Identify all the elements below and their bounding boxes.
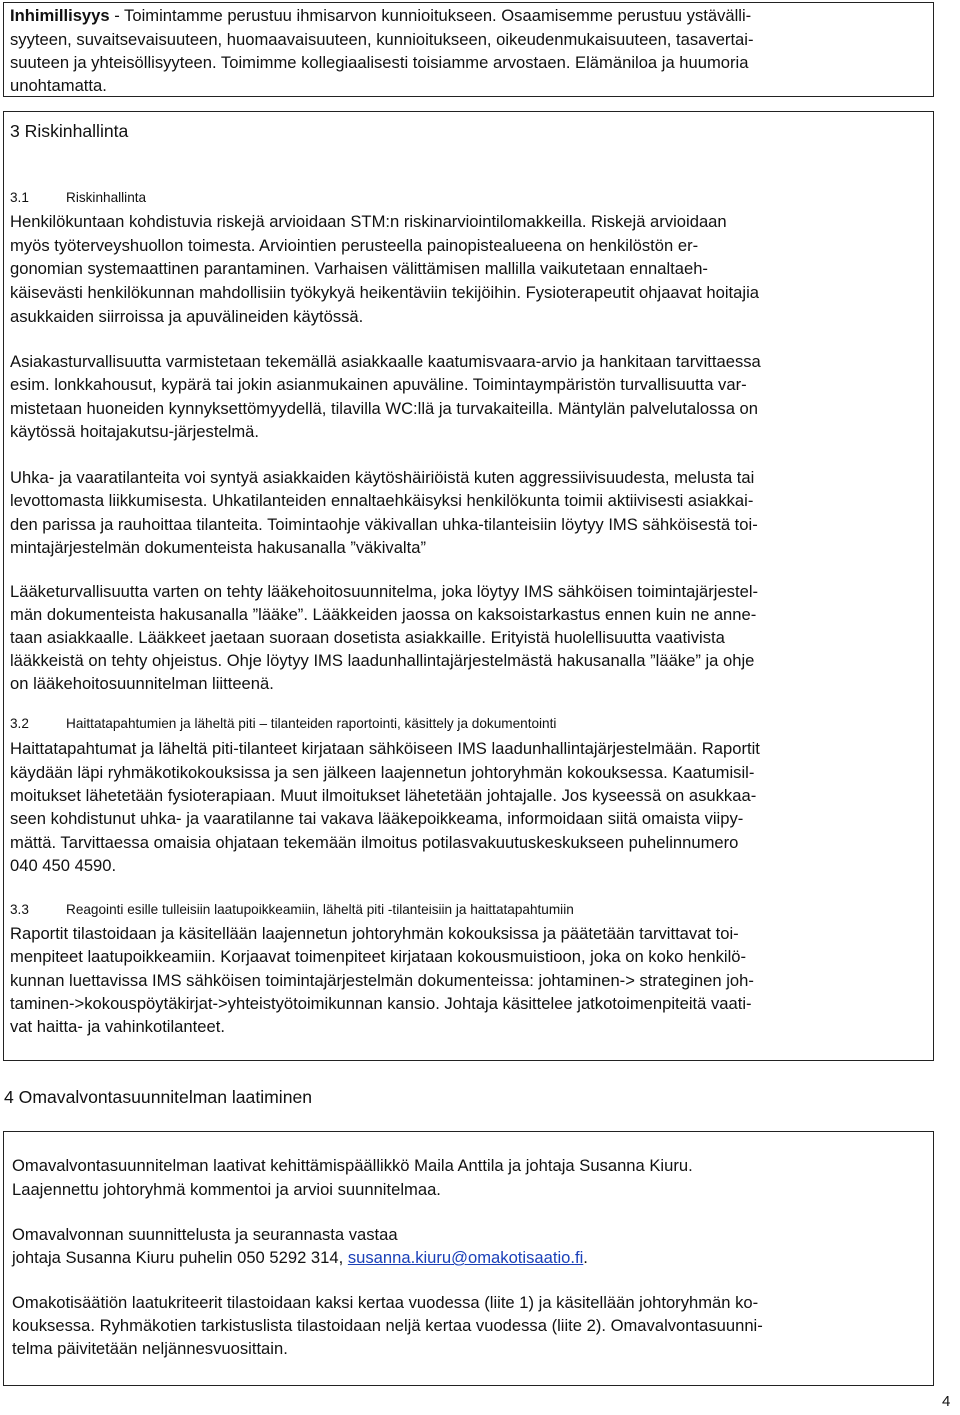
subsection-title: Reagointi esille tulleisiin laatupoikkeamiin, läheltä piti -tilanteisiin ja haittatapahtumiin: [66, 902, 574, 917]
subsection-number: 3.3: [10, 902, 29, 917]
s3-p4-line-5: on lääkehoitosuunnitelman liitteenä.: [10, 674, 274, 693]
email-link[interactable]: susanna.kiuru@omakotisaatio.fi: [347, 1248, 584, 1267]
subsection-title: Riskinhallinta: [66, 190, 147, 205]
intro-line-2: syyteen, suvaitsevaisuuteen, huomaavaisuuteen, kunnioitukseen, oikeudenmukaisuuteen, tasavertai-: [10, 30, 754, 49]
subsection-title: Haittatapahtumien ja läheltä piti – tilanteiden raportointi, käsittely ja dokumentointi: [66, 716, 557, 731]
s3-p2-line-2: esim. lonkkahousut, kypärä tai jokin asianmukainen apuväline. Toimintaympäristön turvallisuutta var-: [10, 375, 747, 394]
section3-heading: 3 Riskinhallinta: [10, 121, 129, 141]
s3-p5-line-1: Haittatapahtumat ja läheltä piti-tilanteet kirjataan sähköiseen IMS laadunhallintajärjestelmään. Raportit: [10, 739, 760, 758]
s3-p5-line-3: moitukset lähetetään fysioterapiaan. Muut ilmoitukset lähetetään johtajalle. Jos kyseessä on asukkaa-: [10, 786, 757, 805]
s3-p3-line-4: mintajärjestelmän dokumenteista hakusanalla ”väkivalta”: [10, 538, 426, 557]
s3-p5-line-2: käydään läpi ryhmäkotikokouksissa ja sen jälkeen laajennetun johtoryhmän kokouksessa. Kaatumisil-: [10, 763, 755, 782]
s3-p2-line-3: mistetaan huoneiden kynnyksettömyydellä, tilavilla WC:llä ja turvakaiteilla. Mäntylän palvelutalossa on: [10, 399, 759, 418]
subsection-number: 3.2: [10, 716, 29, 731]
s3-p3-line-1: Uhka- ja vaaratilanteita voi syntyä asiakkaiden käytöshäiriöistä kuten aggressiivisuudesta, melusta tai: [10, 468, 755, 487]
s3-p1-line-3: gonomian systemaattinen parantaminen. Varhaisen välittämisen mallilla vaikutetaan ennaltaeh-: [10, 259, 708, 278]
s3-p4-line-4: lääkkeistä on tehty ohjeistus. Ohje löytyy IMS laadunhallintajärjestelmästä hakusanalla ”lääke” ja ohje: [10, 651, 755, 670]
s3-p2-line-1: Asiakasturvallisuutta varmistetaan tekemällä asiakkaalle kaatumisvaara-arvio ja hankitaan tarvittaessa: [10, 352, 761, 371]
s4-p3-line-1: Omakotisäätiön laatukriteerit tilastoidaan kaksi kertaa vuodessa (liite 1) ja käsitellään johtoryhmän ko-: [12, 1293, 759, 1312]
s3-p3-line-2: levottomasta liikkumisesta. Uhkatilanteiden ennaltaehkäisyksi henkilökunta toimii aktiivisesti asiakkai-: [10, 491, 754, 510]
s3-p5-line-6: 040 450 4590.: [10, 856, 117, 875]
page-number: 4: [942, 1393, 951, 1410]
s3-p1-line-5: asukkaiden siirroissa ja apuvälineiden käytössä.: [10, 307, 364, 326]
s3-p6-line-3: kunnan luettavissa IMS sähköisen toimintajärjestelmän dokumenteissa: johtaminen-> strateginen joh-: [10, 971, 754, 990]
s3-p4-line-2: män dokumenteista hakusanalla ”lääke”. Lääkkeiden jaossa on kaksoistarkastus ennen kuin ne anne-: [10, 605, 757, 624]
s3-p2-line-4: käytössä hoitajakutsu-järjestelmä.: [10, 422, 260, 441]
s3-p1-line-1: Henkilökuntaan kohdistuvia riskejä arvioidaan STM:n riskinarviointilomakkeilla. Riskejä arvioidaan: [10, 212, 727, 231]
s3-p6-line-2: menpiteet laatupoikkeamiin. Korjaavat toimenpiteet kirjataan kokousmuistioon, joka on koko henkilö-: [10, 947, 747, 966]
s4-p1-line-2: Laajennettu johtoryhmä kommentoi ja arvioi suunnitelmaa.: [12, 1180, 441, 1199]
intro-title: Inhimillisyys: [10, 6, 110, 25]
s3-p6-line-4: taminen->kokouspöytäkirjat->yhteistyötoimikunnan kansio. Johtaja käsittelee jatkotoimenpiteitä vaati-: [10, 994, 752, 1013]
s3-p4-line-3: taan asiakkaalle. Lääkkeet jaetaan suoraan dosetista asiakkaille. Erityistä huolellisuutta vaativista: [10, 628, 725, 647]
s3-p6-line-1: Raportit tilastoidaan ja käsitellään laajennetun johtoryhmän kokouksissa ja päätetään tarvittavat toi-: [10, 924, 739, 943]
s3-p1-line-2: myös työterveyshuollon toimesta. Arviointien perusteella painopistealueena on henkilöstön er-: [10, 236, 699, 255]
intro-line-4: unohtamatta.: [10, 76, 107, 95]
s3-p5-line-4: seen kohdistunut uhka- ja vaaratilanne tai vakava lääkepoikkeama, informoidaan siitä omaista viipy-: [10, 809, 744, 828]
s4-p2-line-2: johtaja Susanna Kiuru puhelin 050 5292 314, susanna.kiuru@omakotisaatio.fi.: [12, 1248, 588, 1267]
s4-p3-line-3: telma päivitetään neljännesvuosittain.: [12, 1339, 288, 1358]
s3-p5-line-5: mättä. Tarvittaessa omaisia ohjataan tekemään ilmoitus potilasvakuutuskeskukseen puhelinnumero: [10, 833, 739, 852]
section4-heading: 4 Omavalvontasuunnitelman laatiminen: [4, 1087, 313, 1107]
s3-p1-line-4: käisevästi henkilökunnan mahdollisiin työkykyä heikentäviin tekijöihin. Fysioterapeutit ohjaavat hoitajia: [10, 283, 759, 302]
s3-p6-line-5: vat haitta- ja vahinkotilanteet.: [10, 1017, 225, 1036]
s4-p3-line-2: kouksessa. Ryhmäkotien tarkistuslista tilastoidaan neljä kertaa vuodessa (liite 2). Omavalvontasuunni-: [12, 1316, 763, 1335]
s4-p2-line-1: Omavalvonnan suunnittelusta ja seurannasta vastaa: [12, 1225, 398, 1244]
subsection-3-1-heading: [10, 186, 146, 209]
intro-line-3: suuteen ja yhteisöllisyyteen. Toimimme kollegiaalisesti toisiamme arvostaen. Elämäniloa ja huumoria: [10, 53, 749, 72]
s4-p1-line-1: Omavalvontasuunnitelman laativat kehittämispäällikkö Maila Anttila ja johtaja Susanna Kiuru.: [12, 1156, 693, 1175]
subsection-number: 3.1: [10, 190, 29, 205]
subsection-3-3-heading: [10, 898, 574, 921]
subsection-3-2-heading: [10, 712, 556, 735]
intro-line-1: Inhimillisyys - Toimintamme perustuu ihmisarvon kunnioitukseen. Osaamisemme perustuu ystävälli-: [10, 6, 752, 25]
s3-p3-line-3: den parissa ja rauhoittaa tilanteita. Toimintaohje väkivallan uhka-tilanteisiin löytyy IMS sähköisestä toi-: [10, 515, 758, 534]
s3-p4-line-1: Lääketurvallisuutta varten on tehty lääkehoitosuunnitelma, joka löytyy IMS sähköisen toimintajärjestel-: [10, 582, 759, 601]
